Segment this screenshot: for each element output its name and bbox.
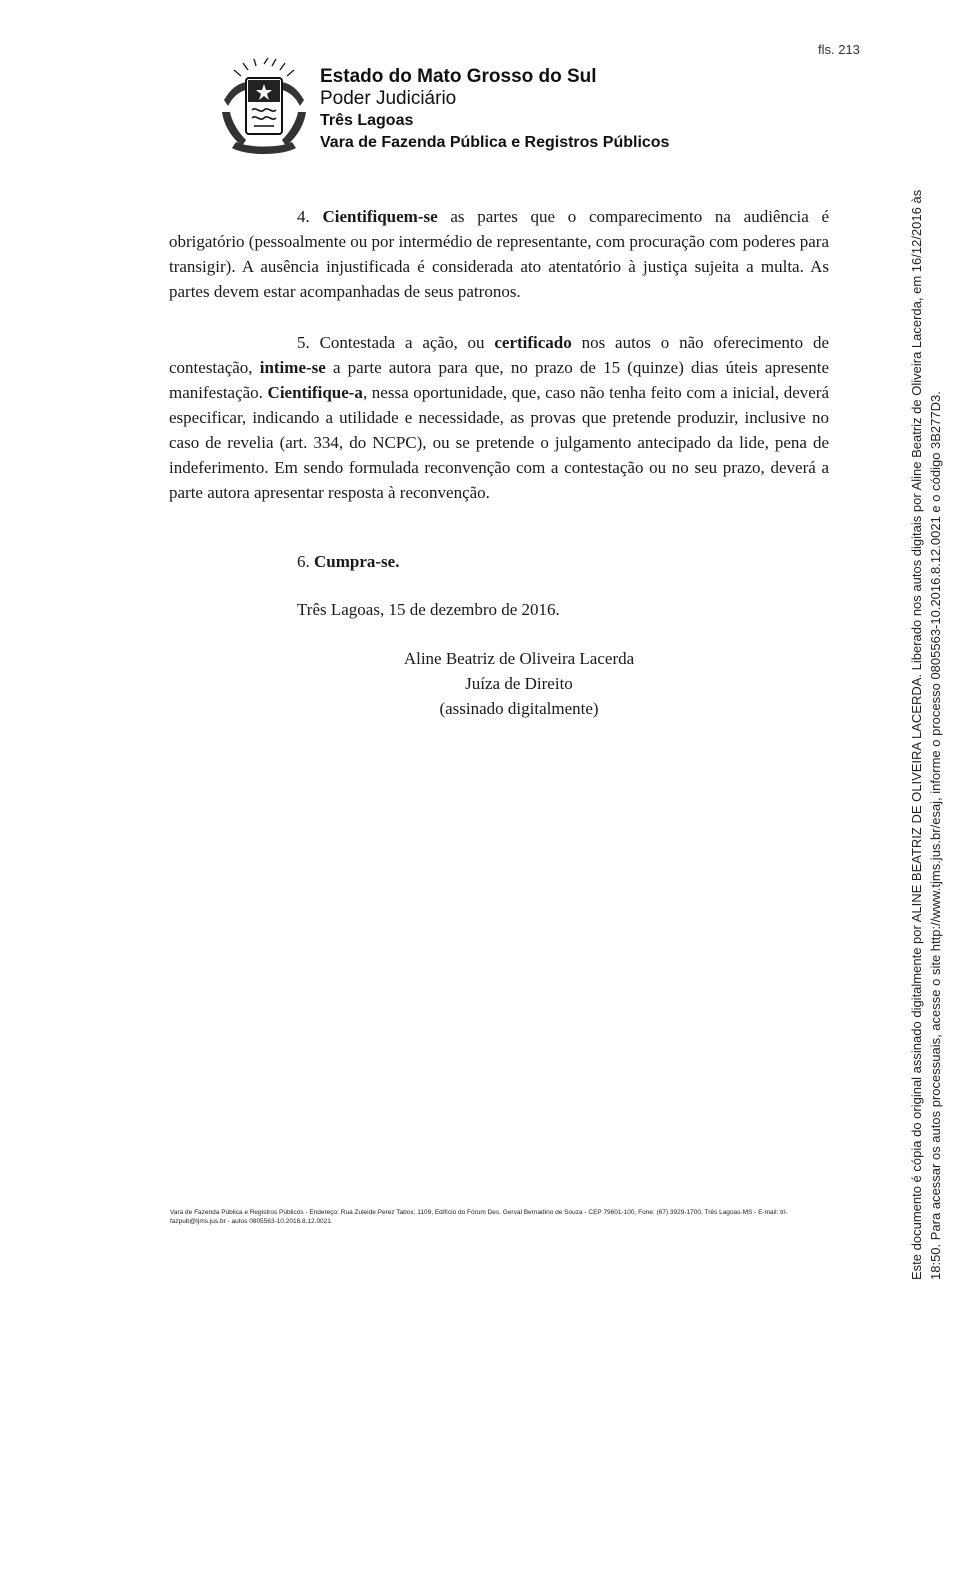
coat-of-arms-emblem	[216, 56, 312, 160]
header-court: Vara de Fazenda Pública e Registros Públicos	[320, 134, 670, 151]
paragraph-5-number: 5.	[297, 333, 310, 352]
paragraph-5-bold-1: certificado	[494, 333, 572, 352]
paragraph-6-bold: Cumpra-se.	[314, 552, 400, 571]
paragraph-6	[169, 549, 829, 574]
stamp-line-1: Este documento é cópia do original assinado digitalmente por ALINE BEATRIZ DE OLIVEIRA LACERDA. Liberado nos autos digitais por Aline Beatriz de Oliveira Lacerda, em 16/12/2016 às	[909, 189, 924, 1280]
paragraph-5-text-b: nos autos o não oferecimento de contestação,	[169, 333, 829, 377]
paragraph-6-number: 6.	[297, 552, 310, 571]
date-text: Três Lagoas, 15 de dezembro de 2016.	[297, 600, 560, 619]
paragraph-4-bold: Cientifiquem-se	[322, 207, 438, 226]
header-state: Estado do Mato Grosso do Sul	[320, 66, 597, 87]
page-number: fls. 213	[818, 42, 860, 57]
digital-signature-stamp	[907, 120, 945, 1280]
stamp-line-2: 18:50. Para acessar os autos processuais, acesse o site http://www.tjms.jus.br/esaj, informe o processo 0805563-10.2016.8.12.0021 e o código 3B277D3.	[928, 391, 943, 1280]
paragraph-5-bold-3: Cientifique-a	[267, 383, 363, 402]
paragraph-4-number: 4.	[297, 207, 310, 226]
signature-note: (assinado digitalmente)	[439, 699, 599, 718]
header-branch: Poder Judiciário	[320, 88, 457, 109]
signer-title: Juíza de Direito	[465, 674, 573, 693]
header-city: Três Lagoas	[320, 112, 414, 129]
paragraph-4	[169, 204, 829, 304]
paragraph-5	[169, 330, 829, 505]
letterhead	[216, 56, 776, 166]
footer-address: Vara de Fazenda Pública e Registros Públicos - Endereço: Rua Zuleide Perez Tabox, 1109, Edifício do Fórum Des. Gerval Bernadino de Souza - CEP 79601-100, Fone: (67) 3929-1700, Três Lagoas-MS - E-mail: trl-fazpub@tjms.jus.br - autos 0805563-10.2016.8.12.0021.	[170, 1209, 788, 1225]
signature-block	[369, 646, 669, 721]
signer-name: Aline Beatriz de Oliveira Lacerda	[403, 649, 635, 668]
paragraph-5-text-d: , nessa oportunidade, que, caso não tenha feito com a inicial, deverá especificar, indicando a utilidade e necessidade, as provas que pretende produzir, inclusive no caso de revelia (art. 334, do NCPC), ou se pretende o julgamento antecipado da lide, pena de indeferimento. Em sendo formulada reconvenção com a contestação ou no seu prazo, deverá a parte autora apresentar resposta à reconvenção.	[169, 383, 829, 502]
paragraph-5-text-a: Contestada a ação, ou	[319, 333, 485, 352]
paragraph-5-text-c: a parte autora para que, no prazo de 15 (quinze) dias úteis apresente manifestação.	[169, 358, 830, 402]
paragraph-5-bold-2: intime-se	[259, 358, 326, 377]
date-line	[169, 597, 829, 622]
paragraph-4-text: as partes que o comparecimento na audiência é obrigatório (pessoalmente ou por intermédio de representante, com procuração com poderes para transigir). A ausência injustificada é considerada ato atentatório à justiça sujeita a multa. As partes devem estar acompanhadas de seus patronos.	[169, 207, 830, 301]
